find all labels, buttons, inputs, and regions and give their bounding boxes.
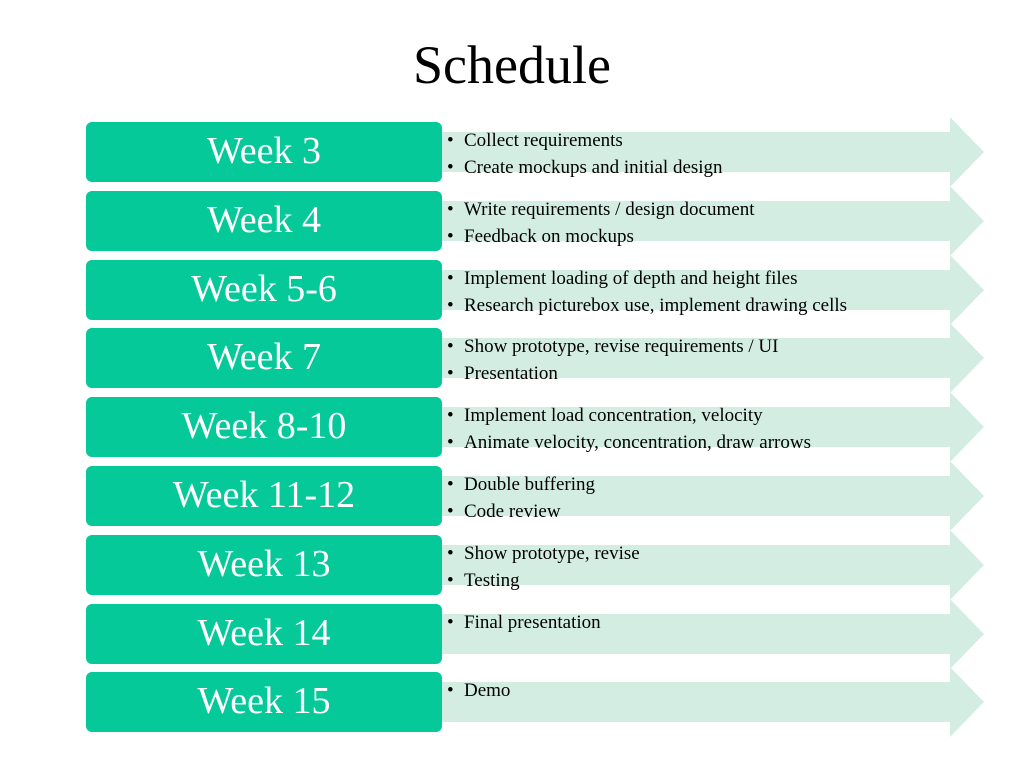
- task-text: Presentation: [464, 363, 558, 384]
- task-text: Show prototype, revise requirements / UI: [464, 336, 779, 357]
- task-item: [445, 265, 847, 292]
- task-list: [445, 127, 723, 181]
- bullet-icon: •: [447, 612, 454, 633]
- task-text: Implement load concentration, velocity: [464, 405, 763, 426]
- week-label: Week 14: [86, 604, 442, 664]
- chevron-arrow-shape: [437, 667, 984, 737]
- bullet-icon: •: [447, 157, 454, 178]
- task-text: Final presentation: [464, 612, 601, 633]
- task-text: Show prototype, revise: [464, 543, 640, 564]
- task-item: [445, 360, 778, 387]
- task-list: [445, 196, 754, 250]
- task-list: [445, 402, 811, 456]
- week-label: Week 15: [86, 672, 442, 732]
- bullet-icon: •: [447, 336, 454, 357]
- task-text: Collect requirements: [464, 130, 623, 151]
- task-item: [445, 540, 640, 567]
- week-label: Week 11-12: [86, 466, 442, 526]
- bullet-icon: •: [447, 295, 454, 316]
- schedule-row: [0, 328, 1024, 388]
- task-text: Write requirements / design document: [464, 199, 755, 220]
- task-item: [445, 127, 723, 154]
- task-item: [445, 609, 601, 636]
- schedule-row: [0, 397, 1024, 457]
- task-text: Feedback on mockups: [464, 226, 634, 247]
- task-text: Code review: [464, 501, 561, 522]
- task-item: [445, 498, 595, 525]
- bullet-icon: •: [447, 363, 454, 384]
- task-item: [445, 567, 640, 594]
- task-text: Animate velocity, concentration, draw arrows: [464, 432, 811, 453]
- slide-title: Schedule: [413, 35, 611, 95]
- task-list: [445, 609, 601, 636]
- bullet-icon: •: [447, 199, 454, 220]
- task-item: [445, 292, 847, 319]
- bullet-icon: •: [447, 474, 454, 495]
- week-label: Week 8-10: [86, 397, 442, 457]
- week-label: Week 4: [86, 191, 442, 251]
- task-text: Demo: [464, 680, 511, 701]
- bullet-icon: •: [447, 405, 454, 426]
- schedule-row: [0, 672, 1024, 732]
- bullet-icon: •: [447, 570, 454, 591]
- bullet-icon: •: [447, 432, 454, 453]
- task-list: [445, 333, 778, 387]
- task-item: [445, 677, 510, 704]
- schedule-row: [0, 122, 1024, 182]
- task-item: [445, 196, 754, 223]
- week-label: Week 3: [86, 122, 442, 182]
- task-item: [445, 402, 811, 429]
- week-label: Week 13: [86, 535, 442, 595]
- task-list: [445, 540, 640, 594]
- schedule-row: [0, 191, 1024, 251]
- task-text: Research picturebox use, implement drawing cells: [464, 295, 848, 316]
- task-item: [445, 471, 595, 498]
- schedule-row: [0, 535, 1024, 595]
- task-list: [445, 677, 510, 704]
- task-text: Double buffering: [464, 474, 596, 495]
- bullet-icon: •: [447, 543, 454, 564]
- task-item: [445, 429, 811, 456]
- task-list: [445, 265, 847, 319]
- bullet-icon: •: [447, 501, 454, 522]
- task-text: Implement loading of depth and height files: [464, 268, 798, 289]
- schedule-row: [0, 604, 1024, 664]
- week-label: Week 5-6: [86, 260, 442, 320]
- task-item: [445, 154, 723, 181]
- task-item: [445, 333, 778, 360]
- week-label: Week 7: [86, 328, 442, 388]
- bullet-icon: •: [447, 130, 454, 151]
- task-text: Testing: [464, 570, 520, 591]
- schedule-row: [0, 466, 1024, 526]
- bullet-icon: •: [447, 268, 454, 289]
- bullet-icon: •: [447, 680, 454, 701]
- task-list: [445, 471, 595, 525]
- task-text: Create mockups and initial design: [464, 157, 723, 178]
- schedule-row: [0, 260, 1024, 320]
- task-item: [445, 223, 754, 250]
- bullet-icon: •: [447, 226, 454, 247]
